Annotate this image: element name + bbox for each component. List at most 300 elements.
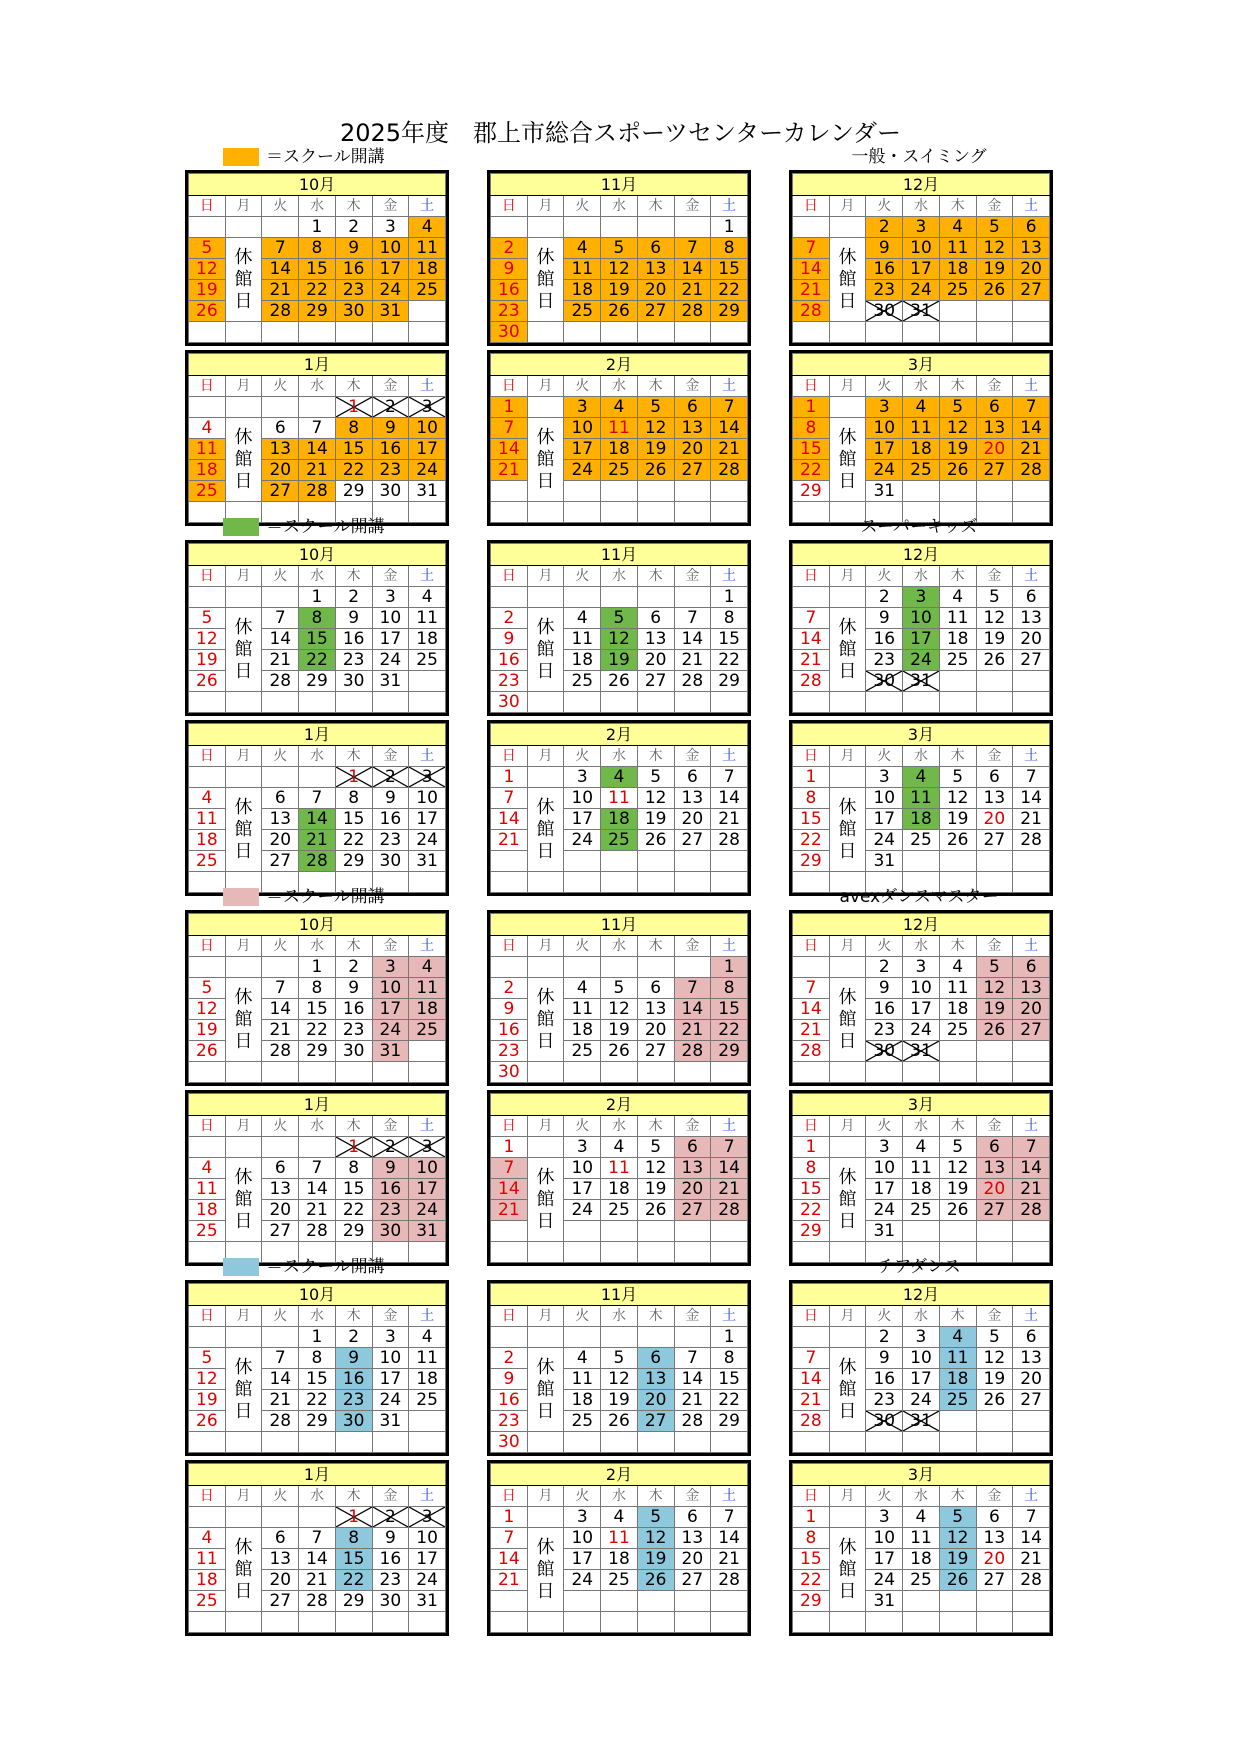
day-cell: 14 — [793, 629, 830, 650]
closed-day-label: 休 館 日 — [225, 418, 262, 502]
day-cell — [939, 1041, 976, 1062]
day-cell — [299, 1137, 336, 1158]
day-cell: 20 — [262, 460, 299, 481]
day-cell: 20 — [674, 439, 711, 460]
day-cell — [299, 1612, 336, 1633]
weekday-header: 火 — [866, 1116, 903, 1137]
weekday-header: 火 — [564, 1486, 601, 1507]
day-cell: 28 — [793, 301, 830, 322]
day-cell: 14 — [793, 1369, 830, 1390]
day-cell — [637, 587, 674, 608]
weekday-header: 木 — [939, 196, 976, 217]
day-cell — [1013, 1221, 1050, 1242]
day-cell — [225, 1137, 262, 1158]
day-cell: 30 — [335, 671, 372, 692]
day-cell: 9 — [372, 1158, 409, 1179]
day-cell: 11 — [189, 1549, 226, 1570]
day-cell — [409, 301, 446, 322]
day-cell — [409, 671, 446, 692]
day-cell — [637, 1242, 674, 1263]
day-cell — [299, 1432, 336, 1453]
weekday-header: 金 — [372, 746, 409, 767]
day-cell: 1 — [335, 1507, 372, 1528]
weekday-header: 月 — [225, 746, 262, 767]
day-cell — [491, 481, 528, 502]
weekday-header: 水 — [601, 1306, 638, 1327]
day-cell: 5 — [601, 978, 638, 999]
day-cell: 20 — [637, 280, 674, 301]
day-cell — [527, 767, 564, 788]
day-cell: 19 — [601, 650, 638, 671]
day-cell: 28 — [711, 830, 748, 851]
day-cell: 11 — [189, 1179, 226, 1200]
weekday-header: 月 — [527, 196, 564, 217]
day-cell: 27 — [1013, 1020, 1050, 1041]
weekday-header: 水 — [903, 1486, 940, 1507]
day-cell: 20 — [637, 1020, 674, 1041]
day-cell: 17 — [903, 629, 940, 650]
day-cell — [601, 1221, 638, 1242]
weekday-header: 土 — [1013, 566, 1050, 587]
day-cell — [939, 1062, 976, 1083]
day-cell: 15 — [711, 1369, 748, 1390]
weekday-header: 月 — [829, 1306, 866, 1327]
weekday-header: 月 — [225, 936, 262, 957]
day-cell: 19 — [189, 1390, 226, 1411]
day-cell: 18 — [601, 1549, 638, 1570]
day-cell — [711, 1612, 748, 1633]
day-cell — [335, 322, 372, 343]
weekday-header: 日 — [491, 1306, 528, 1327]
closed-day-label: 休 館 日 — [225, 1348, 262, 1432]
month-calendar — [185, 720, 449, 896]
day-cell — [372, 1612, 409, 1633]
weekday-header: 火 — [564, 1116, 601, 1137]
day-cell: 25 — [189, 1221, 226, 1242]
weekday-header: 金 — [976, 1306, 1013, 1327]
day-cell: 11 — [601, 1528, 638, 1549]
day-cell — [601, 1432, 638, 1453]
day-cell: 31 — [409, 481, 446, 502]
day-cell: 14 — [262, 1369, 299, 1390]
day-cell: 24 — [903, 1390, 940, 1411]
weekday-header: 火 — [866, 196, 903, 217]
day-cell: 19 — [637, 809, 674, 830]
day-cell: 13 — [976, 1528, 1013, 1549]
day-cell: 8 — [335, 1158, 372, 1179]
weekday-header: 木 — [335, 936, 372, 957]
day-cell: 16 — [866, 629, 903, 650]
day-cell: 26 — [189, 671, 226, 692]
day-cell: 2 — [491, 978, 528, 999]
day-cell: 2 — [491, 1348, 528, 1369]
day-cell: 5 — [976, 957, 1013, 978]
day-cell: 15 — [299, 999, 336, 1020]
day-cell: 5 — [637, 1137, 674, 1158]
day-cell: 17 — [903, 259, 940, 280]
month-title: 1月 — [189, 354, 446, 376]
day-cell: 7 — [793, 978, 830, 999]
day-cell: 29 — [299, 671, 336, 692]
day-cell — [601, 872, 638, 893]
day-cell: 13 — [1013, 1348, 1050, 1369]
day-cell: 1 — [711, 587, 748, 608]
month-calendar — [789, 1280, 1053, 1456]
day-cell: 17 — [866, 1549, 903, 1570]
day-cell — [793, 217, 830, 238]
month-calendar — [185, 1460, 449, 1636]
day-cell: 13 — [1013, 608, 1050, 629]
day-cell: 26 — [601, 1411, 638, 1432]
weekday-header: 日 — [491, 1116, 528, 1137]
weekday-header: 金 — [976, 1116, 1013, 1137]
day-cell: 28 — [674, 1041, 711, 1062]
day-cell — [491, 1242, 528, 1263]
day-cell: 26 — [189, 301, 226, 322]
day-cell — [829, 397, 866, 418]
weekday-header: 土 — [1013, 196, 1050, 217]
day-cell: 7 — [674, 1348, 711, 1369]
day-cell: 18 — [939, 629, 976, 650]
weekday-header: 水 — [299, 196, 336, 217]
day-cell: 19 — [189, 650, 226, 671]
day-cell: 25 — [939, 280, 976, 301]
day-cell: 30 — [372, 1591, 409, 1612]
month-title: 2月 — [491, 1464, 748, 1486]
month-title: 11月 — [491, 914, 748, 936]
day-cell: 18 — [189, 830, 226, 851]
weekday-header: 金 — [372, 1116, 409, 1137]
day-cell: 14 — [674, 259, 711, 280]
day-cell: 16 — [372, 1549, 409, 1570]
day-cell — [491, 1327, 528, 1348]
day-cell: 25 — [601, 1200, 638, 1221]
day-cell: 14 — [262, 259, 299, 280]
weekday-header: 水 — [601, 1116, 638, 1137]
day-cell: 30 — [866, 1411, 903, 1432]
closed-day-label: 休 館 日 — [829, 1528, 866, 1612]
day-cell: 11 — [564, 999, 601, 1020]
day-cell: 25 — [564, 1411, 601, 1432]
closed-day-label: 休 館 日 — [527, 1158, 564, 1242]
day-cell: 23 — [372, 830, 409, 851]
closed-day-label: 休 館 日 — [225, 788, 262, 872]
month-calendar — [185, 910, 449, 1086]
day-cell: 20 — [976, 1179, 1013, 1200]
weekday-header: 火 — [262, 1306, 299, 1327]
day-cell — [976, 1041, 1013, 1062]
day-cell: 3 — [903, 217, 940, 238]
day-cell — [601, 587, 638, 608]
day-cell: 21 — [262, 280, 299, 301]
day-cell — [711, 1062, 748, 1083]
day-cell: 22 — [335, 460, 372, 481]
day-cell: 11 — [564, 629, 601, 650]
day-cell: 11 — [409, 978, 446, 999]
day-cell: 13 — [976, 1158, 1013, 1179]
day-cell: 11 — [903, 1158, 940, 1179]
weekday-header: 金 — [372, 936, 409, 957]
day-cell: 31 — [372, 671, 409, 692]
day-cell — [939, 671, 976, 692]
day-cell: 2 — [372, 1137, 409, 1158]
day-cell — [637, 1432, 674, 1453]
day-cell: 12 — [637, 418, 674, 439]
day-cell — [793, 1432, 830, 1453]
weekday-header: 日 — [793, 936, 830, 957]
legend-label: ＝スクール開講 — [266, 1257, 385, 1277]
day-cell — [335, 1062, 372, 1083]
day-cell: 28 — [711, 460, 748, 481]
day-cell — [976, 1062, 1013, 1083]
day-cell: 7 — [262, 978, 299, 999]
month-title: 10月 — [189, 914, 446, 936]
day-cell: 3 — [903, 957, 940, 978]
day-cell: 26 — [637, 1570, 674, 1591]
day-cell — [866, 1432, 903, 1453]
day-cell: 26 — [637, 1200, 674, 1221]
day-cell: 27 — [262, 851, 299, 872]
day-cell: 21 — [491, 460, 528, 481]
weekday-header: 木 — [939, 936, 976, 957]
day-cell: 3 — [564, 767, 601, 788]
day-cell — [793, 587, 830, 608]
day-cell: 21 — [793, 1390, 830, 1411]
day-cell: 20 — [674, 809, 711, 830]
weekday-header: 木 — [335, 1486, 372, 1507]
day-cell: 22 — [335, 1570, 372, 1591]
day-cell: 23 — [491, 301, 528, 322]
day-cell — [976, 1612, 1013, 1633]
month-calendar — [487, 1280, 751, 1456]
day-cell — [903, 1612, 940, 1633]
day-cell — [225, 322, 262, 343]
day-cell: 22 — [711, 650, 748, 671]
day-cell: 28 — [262, 1411, 299, 1432]
day-cell: 25 — [939, 1020, 976, 1041]
day-cell: 31 — [372, 1041, 409, 1062]
weekday-header: 火 — [564, 936, 601, 957]
closed-day-label: 休 館 日 — [527, 978, 564, 1062]
day-cell: 7 — [299, 1528, 336, 1549]
day-cell: 13 — [262, 1179, 299, 1200]
day-cell: 30 — [491, 322, 528, 343]
day-cell: 31 — [372, 301, 409, 322]
day-cell: 23 — [866, 1020, 903, 1041]
day-cell: 23 — [866, 650, 903, 671]
day-cell — [189, 1062, 226, 1083]
day-cell: 31 — [866, 1221, 903, 1242]
day-cell — [711, 502, 748, 523]
day-cell: 10 — [903, 1348, 940, 1369]
day-cell: 4 — [189, 418, 226, 439]
legend-label: ＝スクール開講 — [266, 147, 385, 167]
day-cell — [939, 1612, 976, 1633]
weekday-header: 金 — [372, 1306, 409, 1327]
day-cell — [225, 1507, 262, 1528]
day-cell — [976, 481, 1013, 502]
weekday-header: 木 — [637, 1486, 674, 1507]
day-cell: 20 — [976, 809, 1013, 830]
day-cell: 24 — [372, 1390, 409, 1411]
day-cell: 9 — [335, 238, 372, 259]
weekday-header: 土 — [409, 1116, 446, 1137]
day-cell — [299, 1062, 336, 1083]
day-cell: 3 — [409, 767, 446, 788]
day-cell: 17 — [372, 999, 409, 1020]
day-cell: 24 — [866, 1200, 903, 1221]
day-cell: 10 — [409, 1158, 446, 1179]
day-cell — [903, 692, 940, 713]
day-cell: 1 — [491, 1137, 528, 1158]
day-cell: 20 — [1013, 1369, 1050, 1390]
month-calendar — [789, 350, 1053, 526]
day-cell: 18 — [564, 280, 601, 301]
day-cell — [674, 1221, 711, 1242]
day-cell — [409, 872, 446, 893]
day-cell — [903, 1591, 940, 1612]
day-cell: 6 — [637, 1348, 674, 1369]
weekday-header: 月 — [829, 566, 866, 587]
day-cell: 7 — [491, 1528, 528, 1549]
day-cell: 29 — [793, 851, 830, 872]
day-cell: 30 — [491, 1062, 528, 1083]
weekday-header: 水 — [903, 1116, 940, 1137]
month-calendar — [789, 720, 1053, 896]
day-cell — [903, 322, 940, 343]
day-cell — [866, 322, 903, 343]
day-cell: 20 — [262, 1570, 299, 1591]
weekday-header: 木 — [335, 376, 372, 397]
day-cell: 7 — [491, 418, 528, 439]
month-calendar — [185, 540, 449, 716]
day-cell — [976, 851, 1013, 872]
day-cell: 14 — [1013, 788, 1050, 809]
day-cell — [527, 1432, 564, 1453]
weekday-header: 日 — [491, 566, 528, 587]
day-cell: 23 — [335, 650, 372, 671]
day-cell — [491, 502, 528, 523]
day-cell: 6 — [1013, 957, 1050, 978]
day-cell — [601, 217, 638, 238]
day-cell: 10 — [866, 1528, 903, 1549]
day-cell: 25 — [409, 1390, 446, 1411]
day-cell: 25 — [409, 650, 446, 671]
day-cell: 4 — [939, 217, 976, 238]
closed-day-label: 休 館 日 — [527, 1348, 564, 1432]
day-cell: 3 — [372, 217, 409, 238]
day-cell — [262, 767, 299, 788]
day-cell: 1 — [711, 217, 748, 238]
day-cell — [335, 1612, 372, 1633]
day-cell — [225, 397, 262, 418]
day-cell: 25 — [564, 1041, 601, 1062]
day-cell: 25 — [939, 650, 976, 671]
day-cell — [409, 322, 446, 343]
weekday-header: 土 — [711, 566, 748, 587]
day-cell — [601, 502, 638, 523]
day-cell — [1013, 1612, 1050, 1633]
day-cell: 15 — [299, 629, 336, 650]
day-cell: 26 — [976, 1020, 1013, 1041]
weekday-header: 金 — [976, 376, 1013, 397]
day-cell: 27 — [674, 1570, 711, 1591]
weekday-header: 日 — [491, 376, 528, 397]
day-cell: 21 — [262, 1020, 299, 1041]
day-cell: 6 — [674, 767, 711, 788]
day-cell: 7 — [491, 788, 528, 809]
day-cell: 24 — [866, 460, 903, 481]
day-cell: 15 — [711, 629, 748, 650]
day-cell: 23 — [491, 1411, 528, 1432]
closed-day-label: 休 館 日 — [225, 1528, 262, 1612]
weekday-header: 日 — [793, 196, 830, 217]
day-cell: 9 — [866, 978, 903, 999]
day-cell: 10 — [372, 978, 409, 999]
weekday-header: 木 — [637, 196, 674, 217]
month-calendar — [789, 540, 1053, 716]
day-cell: 27 — [1013, 650, 1050, 671]
day-cell — [262, 1612, 299, 1633]
day-cell: 26 — [637, 830, 674, 851]
day-cell: 11 — [564, 259, 601, 280]
month-title: 11月 — [491, 174, 748, 196]
month-calendar — [487, 170, 751, 346]
weekday-header: 土 — [711, 196, 748, 217]
day-cell: 14 — [674, 1369, 711, 1390]
day-cell — [674, 481, 711, 502]
day-cell: 21 — [793, 650, 830, 671]
day-cell: 13 — [976, 788, 1013, 809]
weekday-header: 金 — [674, 936, 711, 957]
weekday-header: 水 — [903, 936, 940, 957]
day-cell: 18 — [903, 809, 940, 830]
weekday-header: 土 — [711, 376, 748, 397]
day-cell — [225, 1612, 262, 1633]
day-cell — [225, 767, 262, 788]
day-cell: 7 — [1013, 1507, 1050, 1528]
day-cell: 22 — [793, 1570, 830, 1591]
day-cell: 5 — [939, 1507, 976, 1528]
day-cell: 20 — [976, 1549, 1013, 1570]
day-cell: 5 — [601, 608, 638, 629]
day-cell: 5 — [189, 978, 226, 999]
weekday-header: 金 — [372, 196, 409, 217]
month-title: 1月 — [189, 1464, 446, 1486]
day-cell — [601, 957, 638, 978]
weekday-header: 月 — [225, 196, 262, 217]
day-cell — [409, 1432, 446, 1453]
day-cell: 13 — [674, 1158, 711, 1179]
day-cell — [903, 481, 940, 502]
day-cell: 29 — [711, 671, 748, 692]
day-cell: 19 — [189, 280, 226, 301]
day-cell — [262, 957, 299, 978]
day-cell: 9 — [866, 238, 903, 259]
day-cell: 21 — [1013, 1179, 1050, 1200]
day-cell: 26 — [976, 650, 1013, 671]
day-cell: 31 — [409, 1221, 446, 1242]
day-cell — [189, 502, 226, 523]
day-cell: 21 — [711, 439, 748, 460]
day-cell: 14 — [262, 629, 299, 650]
day-cell: 9 — [372, 418, 409, 439]
day-cell: 10 — [372, 238, 409, 259]
weekday-header: 火 — [866, 566, 903, 587]
day-cell: 18 — [564, 1390, 601, 1411]
day-cell: 11 — [939, 1348, 976, 1369]
weekday-header: 木 — [335, 1116, 372, 1137]
